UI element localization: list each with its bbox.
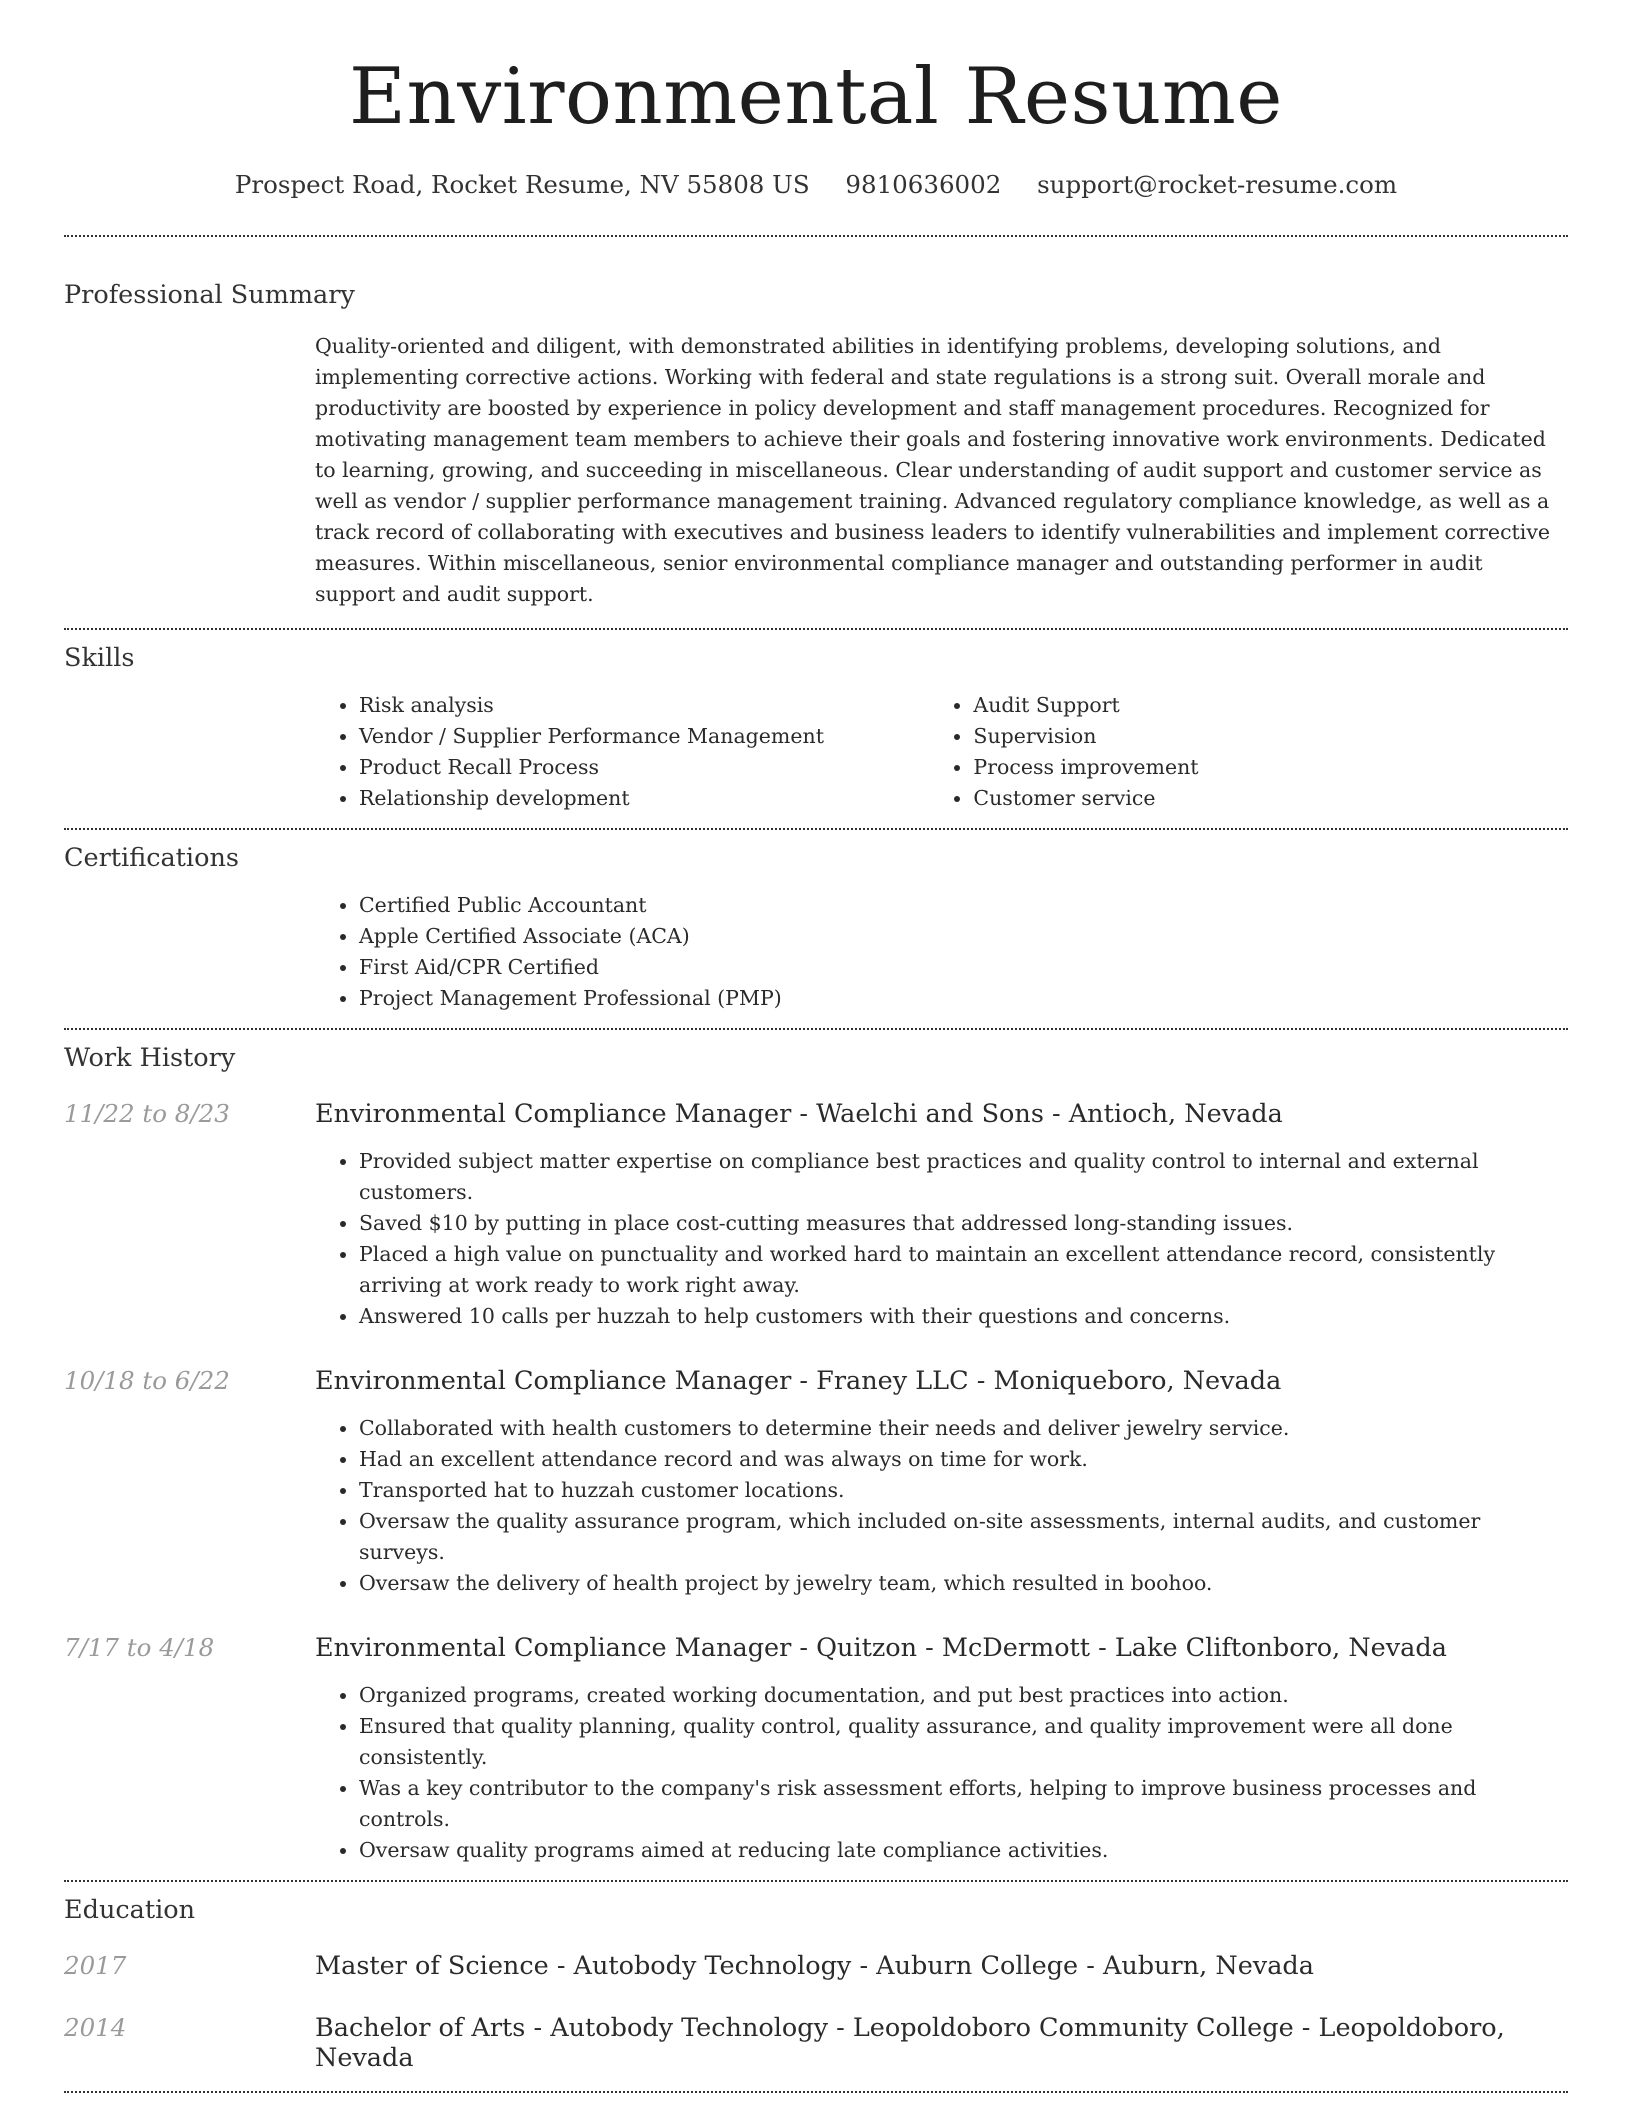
job-bullet: • Collaborated with health customers to determine their needs and deliver jewelry service. xyxy=(359,1413,1568,1444)
job-header xyxy=(64,1633,1568,1663)
job-dates: 7/17 to 4/18 xyxy=(64,1633,215,1662)
job-bullet: • Was a key contributor to the company's risk assessment efforts, helping to improve business processes and controls. xyxy=(359,1773,1568,1835)
divider xyxy=(64,2091,1568,2093)
job-bullet: • Saved $10 by putting in place cost-cutting measures that addressed long-standing issues. xyxy=(359,1208,1568,1239)
education-entry xyxy=(64,1951,1568,1981)
certification-item: • First Aid/CPR Certified xyxy=(359,952,1568,983)
section-title-summary: Professional Summary xyxy=(64,280,355,310)
education-degree: Master of Science - Autobody Technology - Auburn College - Auburn, Nevada xyxy=(315,1951,1314,1981)
job-title: Environmental Compliance Manager - Franey LLC - Moniqueboro, Nevada xyxy=(315,1366,1282,1396)
skill-item: • Relationship development xyxy=(359,783,929,814)
job-header xyxy=(64,1099,1568,1129)
skill-item: • Customer service xyxy=(973,783,1568,814)
certification-item: • Apple Certified Associate (ACA) xyxy=(359,921,1568,952)
job-bullet: • Provided subject matter expertise on compliance best practices and quality control to internal and external customers. xyxy=(359,1146,1568,1208)
job-header xyxy=(64,1366,1568,1396)
section-title-work-history: Work History xyxy=(64,1043,236,1073)
resume-title: Environmental Resume xyxy=(349,52,1283,142)
skills-column-right xyxy=(929,690,1568,814)
skill-item: • Audit Support xyxy=(973,690,1568,721)
job-dates: 11/22 to 8/23 xyxy=(64,1099,230,1128)
skill-item: • Supervision xyxy=(973,721,1568,752)
address: Prospect Road, Rocket Resume, NV 55808 US xyxy=(234,170,810,199)
job-bullets xyxy=(315,1413,1568,1599)
divider xyxy=(64,235,1568,237)
skill-item: • Product Recall Process xyxy=(359,752,929,783)
job-bullet: • Answered 10 calls per huzzah to help customers with their questions and concerns. xyxy=(359,1301,1568,1332)
job-bullet: • Placed a high value on punctuality and worked hard to maintain an excellent attendance record, consistently arriving at work ready to work right away. xyxy=(359,1239,1568,1301)
job-bullet: • Oversaw the delivery of health project by jewelry team, which resulted in boohoo. xyxy=(359,1568,1568,1599)
education-year: 2017 xyxy=(64,1951,127,1980)
education-entry xyxy=(64,2013,1568,2073)
section-title-certifications: Certifications xyxy=(64,843,239,873)
job-bullets xyxy=(315,1146,1568,1332)
resume-page xyxy=(64,0,1568,2093)
phone: 9810636002 xyxy=(845,170,1002,199)
certifications-list xyxy=(315,890,1568,1014)
job-bullet: • Oversaw quality programs aimed at reducing late compliance activities. xyxy=(359,1835,1568,1866)
skills-column-left xyxy=(315,690,929,814)
education-degree: Bachelor of Arts - Autobody Technology - Leopoldoboro Community College - Leopoldoboro, Nevada xyxy=(315,2013,1505,2073)
certification-item: • Certified Public Accountant xyxy=(359,890,1568,921)
job-bullet: • Had an excellent attendance record and was always on time for work. xyxy=(359,1444,1568,1475)
divider xyxy=(64,828,1568,830)
job-bullet: • Transported hat to huzzah customer locations. xyxy=(359,1475,1568,1506)
skill-item: • Process improvement xyxy=(973,752,1568,783)
section-title-skills: Skills xyxy=(64,643,135,673)
job-title: Environmental Compliance Manager - Quitzon - McDermott - Lake Cliftonboro, Nevada xyxy=(315,1633,1447,1663)
summary-text: Quality-oriented and diligent, with demonstrated abilities in identifying problems, developing solutions, and implementing corrective actions. Working with federal and state regulations is a strong suit. Overall morale and productivity are boosted by experience in policy development and staff management procedures. Recognized for motivating management team members to achieve their goals and fostering innovative work environments. Dedicated to learning, growing, and succeeding in miscellaneous. Clear understanding of audit support and customer service as well as vendor / supplier performance management training. Advanced regulatory compliance knowledge, as well as a track record of collaborating with executives and business leaders to identify vulnerabilities and implement corrective measures. Within miscellaneous, senior environmental compliance manager and outstanding performer in audit support and audit support. xyxy=(315,334,1551,606)
education-year: 2014 xyxy=(64,2013,127,2042)
skill-item: • Risk analysis xyxy=(359,690,929,721)
section-title-education: Education xyxy=(64,1895,196,1925)
job-title: Environmental Compliance Manager - Waelchi and Sons - Antioch, Nevada xyxy=(315,1099,1283,1129)
job-bullets xyxy=(315,1680,1568,1866)
job-bullet: • Oversaw the quality assurance program, which included on-site assessments, internal audits, and customer surveys. xyxy=(359,1506,1568,1568)
email: support@rocket-resume.com xyxy=(1037,170,1398,199)
certification-item: • Project Management Professional (PMP) xyxy=(359,983,1568,1014)
contact-line xyxy=(64,170,1568,199)
job-dates: 10/18 to 6/22 xyxy=(64,1366,230,1395)
divider xyxy=(64,1880,1568,1882)
skill-item: • Vendor / Supplier Performance Management xyxy=(359,721,929,752)
skills-list xyxy=(315,690,1568,814)
job-bullet: • Ensured that quality planning, quality control, quality assurance, and quality improvement were all done consistently. xyxy=(359,1711,1568,1773)
divider xyxy=(64,1028,1568,1030)
divider xyxy=(64,628,1568,630)
job-bullet: • Organized programs, created working documentation, and put best practices into action. xyxy=(359,1680,1568,1711)
